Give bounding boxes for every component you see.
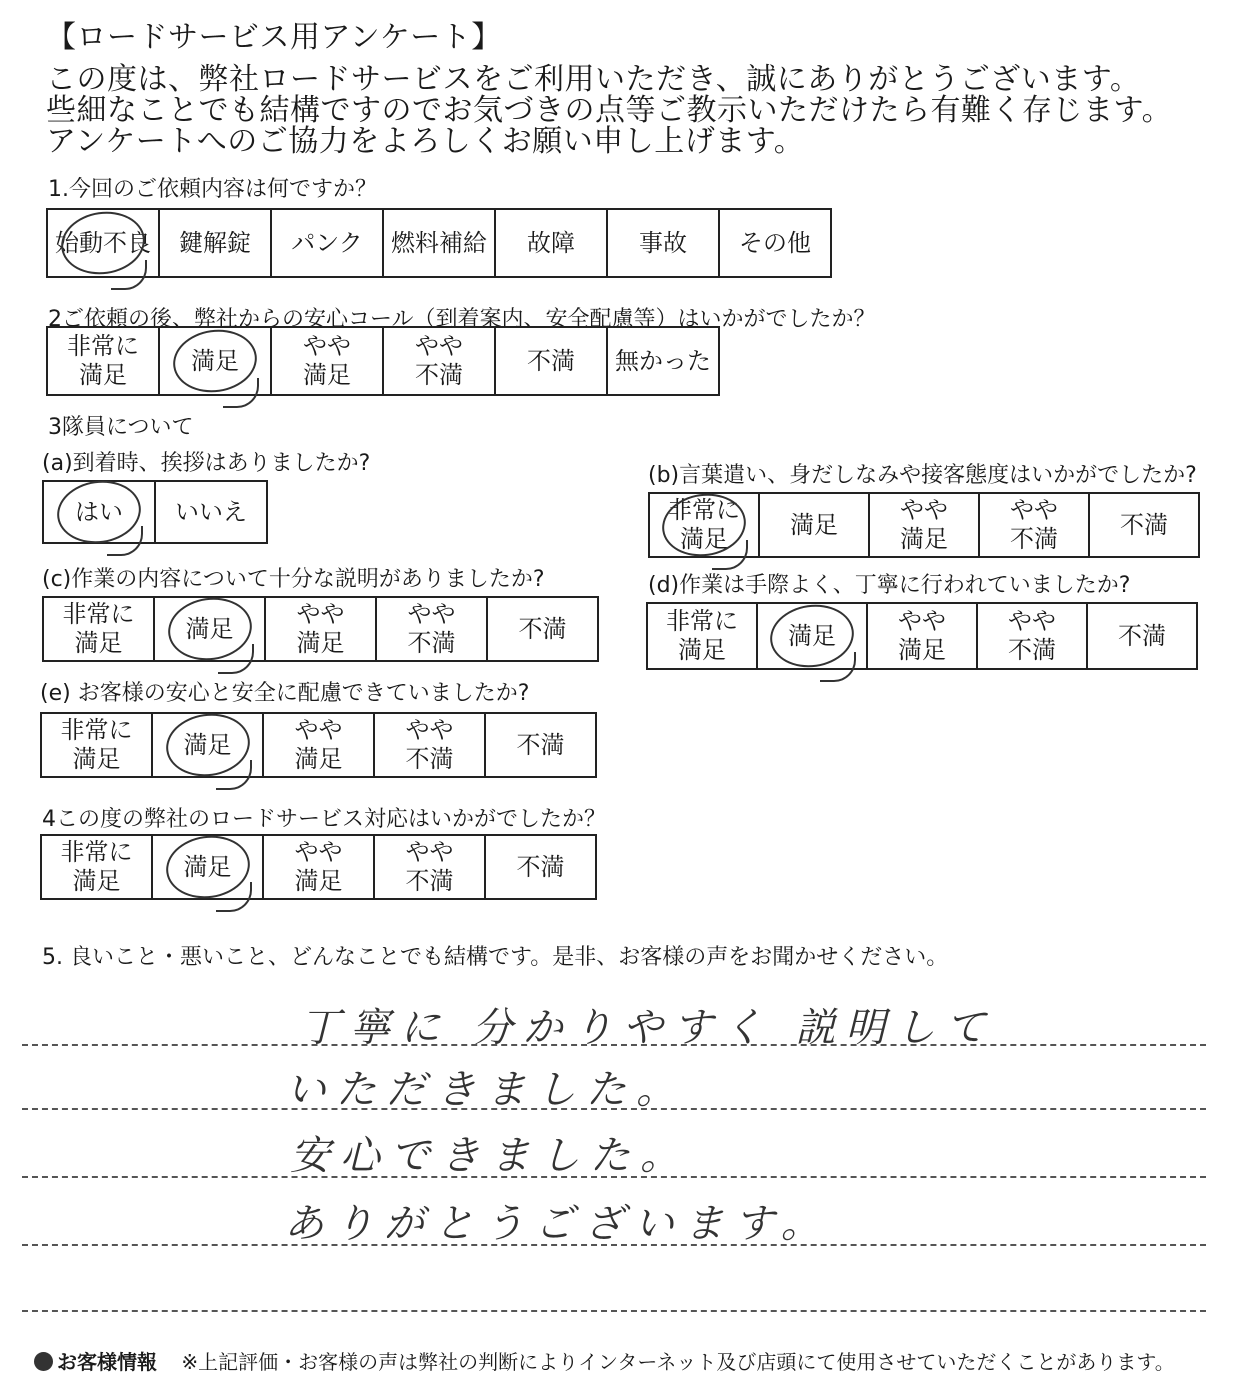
q4-option-label: 満足 <box>183 852 232 881</box>
q2-option-1[interactable] <box>160 328 272 394</box>
q1-option-1[interactable] <box>160 210 272 276</box>
q3a-option-label: はい <box>75 497 123 526</box>
q3d-option-label: 非常に 満足 <box>666 607 738 664</box>
q3c-label: (c)作業の内容について十分な説明がありましたか? <box>42 567 545 592</box>
comment-text-2: いただきました。 <box>286 1067 686 1113</box>
q3a-option-label: いいえ <box>175 497 247 526</box>
selection-check-icon <box>223 378 259 408</box>
q4-option-4[interactable] <box>486 836 597 898</box>
q4-option-label: やや 不満 <box>405 838 454 895</box>
selection-check-icon <box>216 760 252 790</box>
q2-options <box>46 326 720 396</box>
q3c-option-label: やや 不満 <box>407 600 456 657</box>
q1-label: 1.今回のご依頼内容は何ですか？ <box>48 177 377 202</box>
q3d-options <box>646 602 1198 670</box>
q2-option-label: 無かった <box>615 346 711 375</box>
q1-option-label: 燃料補給 <box>391 228 487 257</box>
q2-label: 2ご依頼の後、弊社からの安心コール（到着案内、安全配慮等）はいかがでしたか？ <box>48 307 876 332</box>
q3e-option-3[interactable] <box>375 714 486 776</box>
customer-info-row <box>34 1346 1175 1375</box>
comment-text-3: 安心できました。 <box>290 1133 690 1179</box>
q3a-options <box>42 480 268 544</box>
q3e-option-label: 非常に 満足 <box>60 716 133 773</box>
q3d-option-label: やや 不満 <box>1008 607 1056 664</box>
q3e-options <box>40 712 597 778</box>
q3e-option-label: やや 満足 <box>294 716 343 773</box>
q2-option-label: 不満 <box>527 346 575 375</box>
q1-option-3[interactable] <box>384 210 496 276</box>
q1-option-0[interactable] <box>48 210 160 276</box>
comment-text-1: 丁寧に 分かりやすく 説明して <box>300 1005 996 1051</box>
q3c-option-label: 非常に 満足 <box>62 600 135 657</box>
q1-option-label: パンク <box>291 228 363 257</box>
q3c-option-4[interactable] <box>488 598 599 660</box>
q3b-option-3[interactable] <box>980 494 1090 556</box>
q3b-options <box>648 492 1200 558</box>
selection-check-icon <box>216 882 252 912</box>
q4-option-1[interactable] <box>153 836 264 898</box>
customer-info-title: お客様情報 <box>57 1350 157 1374</box>
q2-option-2[interactable] <box>272 328 384 394</box>
q3c-option-2[interactable] <box>266 598 377 660</box>
q3a-option-1[interactable] <box>156 482 268 542</box>
q3e-label: (e) お客様の安心と安全に配慮できていましたか? <box>40 681 530 706</box>
q3d-option-label: やや 満足 <box>898 607 946 664</box>
q1-options <box>46 208 832 278</box>
q1-option-6[interactable] <box>720 210 832 276</box>
q3b-option-label: 非常に 満足 <box>668 496 740 553</box>
q1-option-label: 故障 <box>527 228 575 257</box>
q1-option-2[interactable] <box>272 210 384 276</box>
q2-option-label: 非常に 満足 <box>67 332 139 389</box>
q1-option-label: 始動不良 <box>55 228 151 257</box>
q3d-option-label: 満足 <box>788 621 836 650</box>
q3c-options <box>42 596 599 662</box>
selection-check-icon <box>820 652 856 682</box>
q2-option-3[interactable] <box>384 328 496 394</box>
comment-line <box>22 1310 1206 1312</box>
q3e-option-label: 満足 <box>183 730 232 759</box>
q3c-option-label: 満足 <box>185 614 234 643</box>
selection-check-icon <box>218 644 254 674</box>
q3a-option-0[interactable] <box>44 482 156 542</box>
q2-option-label: 満足 <box>191 346 239 375</box>
q2-option-label: やや 満足 <box>303 332 351 389</box>
q3b-option-label: やや 満足 <box>900 496 948 553</box>
q3d-option-3[interactable] <box>978 604 1088 668</box>
q3e-option-4[interactable] <box>486 714 597 776</box>
q3d-option-0[interactable] <box>648 604 758 668</box>
q3b-option-1[interactable] <box>760 494 870 556</box>
selection-check-icon <box>107 526 143 556</box>
q4-option-2[interactable] <box>264 836 375 898</box>
comment-text-4: ありがとうございます。 <box>284 1201 831 1247</box>
q4-option-label: 非常に 満足 <box>60 838 133 895</box>
usage-note: ※上記評価・お客様の声は弊社の判断によりインターネット及び店頭にて使用させていただくことがあります。 <box>181 1350 1175 1374</box>
q3e-option-label: 不満 <box>516 730 565 759</box>
intro-line-1: この度は、弊社ロードサービスをご利用いただき、誠にありがとうございます。 <box>46 62 1141 97</box>
q3d-option-4[interactable] <box>1088 604 1198 668</box>
q3c-option-3[interactable] <box>377 598 488 660</box>
q4-label: 4この度の弊社のロードサービス対応はいかがでしたか？ <box>42 807 606 832</box>
q3e-option-2[interactable] <box>264 714 375 776</box>
q1-option-label: 事故 <box>639 228 687 257</box>
q2-option-4[interactable] <box>496 328 608 394</box>
q3a-label: (a)到着時、挨拶はありましたか? <box>42 451 371 476</box>
q3b-label: (b)言葉遣い、身だしなみや接客態度はいかがでしたか? <box>648 463 1197 488</box>
q3b-option-label: 不満 <box>1120 510 1168 539</box>
q4-option-0[interactable] <box>42 836 153 898</box>
q1-option-label: 鍵解錠 <box>179 228 251 257</box>
q3b-option-4[interactable] <box>1090 494 1200 556</box>
q3b-option-label: やや 不満 <box>1010 496 1058 553</box>
q2-option-label: やや 不満 <box>415 332 463 389</box>
q3d-option-2[interactable] <box>868 604 978 668</box>
q4-options <box>40 834 597 900</box>
q3c-option-1[interactable] <box>155 598 266 660</box>
q3-label: 3隊員について <box>48 415 194 440</box>
q3e-option-1[interactable] <box>153 714 264 776</box>
q3b-option-2[interactable] <box>870 494 980 556</box>
q4-option-label: 不満 <box>516 852 565 881</box>
q5-label: 5. 良いこと・悪いこと、どんなことでも結構です。是非、お客様の声をお聞かせください。 <box>42 945 949 970</box>
q3e-option-label: やや 不満 <box>405 716 454 773</box>
q2-option-5[interactable] <box>608 328 720 394</box>
q3d-option-1[interactable] <box>758 604 868 668</box>
intro-line-2: 些細なことでも結構ですのでお気づきの点等ご教示いただけたら有難く存じます。 <box>46 93 1173 128</box>
q2-option-0[interactable] <box>48 328 160 394</box>
q3d-option-label: 不満 <box>1118 621 1166 650</box>
survey-title: 【ロードサービス用アンケート】 <box>46 20 502 55</box>
q4-option-label: やや 満足 <box>294 838 343 895</box>
q1-option-label: その他 <box>739 228 811 257</box>
q1-option-5[interactable] <box>608 210 720 276</box>
q3c-option-label: 不満 <box>518 614 567 643</box>
q1-option-4[interactable] <box>496 210 608 276</box>
q3c-option-label: やや 満足 <box>296 600 345 657</box>
q3b-option-label: 満足 <box>790 510 838 539</box>
q3d-label: (d)作業は手際よく、丁寧に行われていましたか? <box>648 573 1131 598</box>
q3b-option-0[interactable] <box>650 494 760 556</box>
q3e-option-0[interactable] <box>42 714 153 776</box>
intro-line-3: アンケートへのご協力をよろしくお願い申し上げます。 <box>46 124 805 159</box>
selection-check-icon <box>111 260 147 290</box>
bullet-dot-icon <box>34 1352 53 1371</box>
q4-option-3[interactable] <box>375 836 486 898</box>
q3c-option-0[interactable] <box>44 598 155 660</box>
